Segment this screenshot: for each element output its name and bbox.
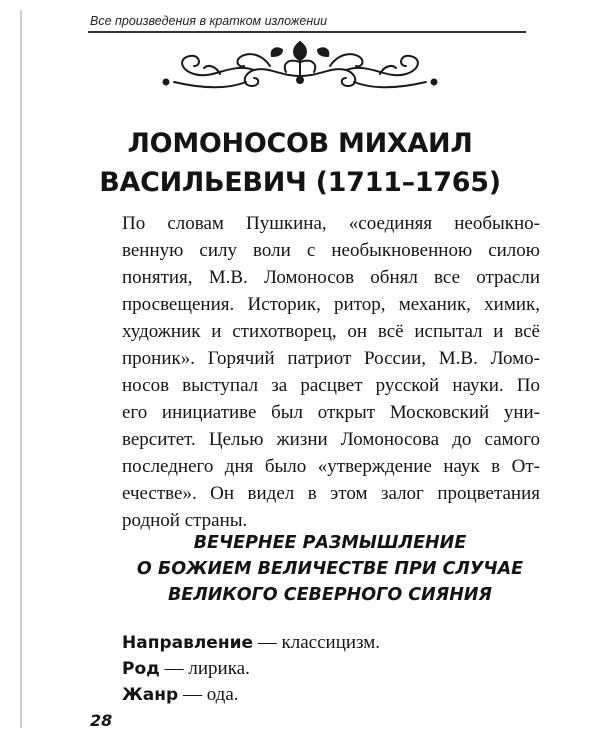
fact-kind bbox=[122, 656, 380, 682]
fact-direction bbox=[122, 630, 380, 656]
fact-value: ода. bbox=[206, 684, 239, 705]
paragraph-line: просвещения. Историк, ритор, механик, химик, bbox=[122, 294, 540, 315]
paragraph-line: его инициативе был открыт Московский уни- bbox=[122, 402, 540, 423]
chapter-title-line-1: ЛОМОНОСОВ МИХАИЛ bbox=[127, 128, 473, 159]
running-header: Все произведения в кратком изложении bbox=[90, 14, 328, 28]
biography-paragraph bbox=[122, 210, 540, 534]
paragraph-line: последнего дня было «утверждение наук в От- bbox=[122, 456, 540, 477]
paragraph-line: проник». Горячий патриот России, М.В. Ломо- bbox=[122, 348, 540, 369]
work-title-line-3: ВЕЛИКОГО СЕВЕРНОГО СИЯНИЯ bbox=[167, 585, 493, 605]
fact-label: Направление bbox=[122, 633, 254, 653]
paragraph-line: понятия, М.В. Ломоносов обнял все отрасли bbox=[122, 267, 540, 288]
paragraph-line: художник и стихотворец, он всё испытал и всё bbox=[122, 321, 540, 342]
fact-value: классицизм. bbox=[281, 632, 381, 653]
header-rule bbox=[88, 31, 526, 33]
paragraph-line: родной страны. bbox=[122, 510, 248, 531]
fact-value: лирика. bbox=[188, 658, 250, 679]
chapter-title bbox=[0, 124, 600, 202]
floral-ornament-icon bbox=[150, 36, 450, 94]
fact-genre bbox=[122, 682, 380, 708]
work-title bbox=[120, 530, 540, 608]
work-title-line-2: О БОЖИЕМ ВЕЛИЧЕСТВЕ ПРИ СЛУЧАЕ bbox=[136, 559, 524, 579]
paragraph-line: верситет. Целью жизни Ломоносова до самого bbox=[122, 429, 540, 450]
paragraph-line: венную силу воли с необыкновенною силою bbox=[122, 240, 540, 261]
fact-label: Жанр bbox=[122, 685, 179, 705]
fact-separator: — bbox=[159, 658, 189, 679]
paragraph-line: По словам Пушкина, «соединяя необыкно- bbox=[122, 213, 540, 234]
work-title-line-1: ВЕЧЕРНЕЕ РАЗМЫШЛЕНИЕ bbox=[193, 533, 467, 553]
work-facts bbox=[122, 630, 380, 708]
fact-separator: — bbox=[178, 684, 207, 705]
page-number: 28 bbox=[90, 711, 113, 730]
paragraph-line: носов выступал за расцвет русской науки. По bbox=[122, 375, 540, 396]
paragraph-line: ечестве». Он видел в этом залог процветания bbox=[122, 483, 540, 504]
fact-separator: — bbox=[253, 632, 282, 653]
page-edge-shadow bbox=[20, 10, 22, 728]
chapter-title-line-2: ВАСИЛЬЕВИЧ (1711–1765) bbox=[99, 167, 501, 198]
fact-label: Род bbox=[122, 659, 160, 679]
